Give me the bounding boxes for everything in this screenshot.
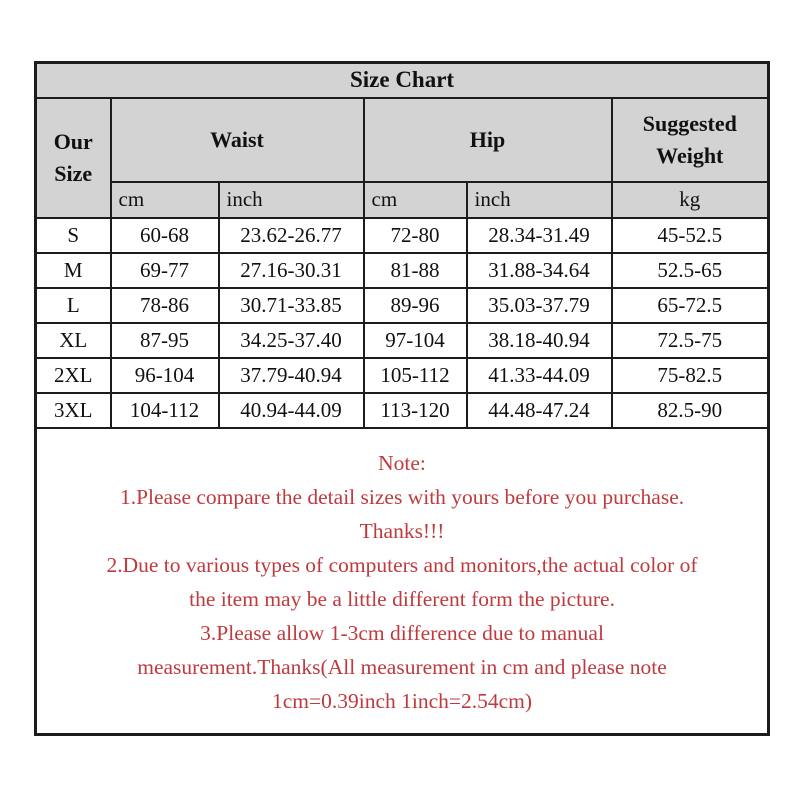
- cell-weight-kg: 65-72.5: [612, 288, 769, 323]
- unit-header-hip-cm: cm: [364, 182, 467, 218]
- cell-hip-inch: 35.03-37.79: [467, 288, 612, 323]
- note-line-6: 3.Please allow 1-3cm difference due to manual: [200, 620, 604, 645]
- cell-size: M: [36, 253, 111, 288]
- size-row-xl: [36, 323, 769, 358]
- cell-waist-cm: 78-86: [111, 288, 219, 323]
- size-chart-table: [34, 61, 770, 736]
- cell-waist-inch: 34.25-37.40: [219, 323, 364, 358]
- column-header-our-size: Our Size: [36, 98, 111, 218]
- note-row: [36, 428, 769, 735]
- size-row-3xl: [36, 393, 769, 428]
- cell-weight-kg: 82.5-90: [612, 393, 769, 428]
- size-rows: [36, 218, 769, 428]
- cell-weight-kg: 52.5-65: [612, 253, 769, 288]
- table-unit-header-row: [36, 182, 769, 218]
- cell-hip-inch: 38.18-40.94: [467, 323, 612, 358]
- cell-size: S: [36, 218, 111, 253]
- note-line-2: 1.Please compare the detail sizes with yours before you purchase.: [119, 484, 685, 509]
- note-line-3: Thanks!!!: [359, 518, 445, 543]
- size-row-m: [36, 253, 769, 288]
- note-line-5: the item may be a little different form the picture.: [189, 586, 615, 611]
- unit-header-hip-inch: inch: [467, 182, 612, 218]
- cell-hip-cm: 97-104: [364, 323, 467, 358]
- column-header-suggested-weight: Suggested Weight: [612, 98, 769, 182]
- cell-weight-kg: 45-52.5: [612, 218, 769, 253]
- cell-hip-inch: 44.48-47.24: [467, 393, 612, 428]
- cell-waist-inch: 27.16-30.31: [219, 253, 364, 288]
- cell-waist-cm: 60-68: [111, 218, 219, 253]
- unit-header-waist-inch: inch: [219, 182, 364, 218]
- column-header-waist: Waist: [111, 98, 364, 182]
- note-section: [36, 428, 769, 735]
- cell-hip-inch: 28.34-31.49: [467, 218, 612, 253]
- cell-waist-cm: 104-112: [111, 393, 219, 428]
- note-line-8: 1cm=0.39inch 1inch=2.54cm): [271, 688, 533, 713]
- cell-size: 3XL: [36, 393, 111, 428]
- cell-hip-inch: 31.88-34.64: [467, 253, 612, 288]
- size-row-2xl: [36, 358, 769, 393]
- cell-hip-cm: 72-80: [364, 218, 467, 253]
- cell-hip-cm: 105-112: [364, 358, 467, 393]
- cell-waist-cm: 96-104: [111, 358, 219, 393]
- cell-waist-cm: 69-77: [111, 253, 219, 288]
- note-line-1: Note:: [378, 450, 426, 475]
- column-header-hip: Hip: [364, 98, 612, 182]
- cell-hip-cm: 81-88: [364, 253, 467, 288]
- size-row-l: [36, 288, 769, 323]
- cell-hip-cm: 113-120: [364, 393, 467, 428]
- table-title-row: [36, 63, 769, 98]
- unit-header-weight-kg: kg: [612, 182, 769, 218]
- unit-header-waist-cm: cm: [111, 182, 219, 218]
- cell-weight-kg: 72.5-75: [612, 323, 769, 358]
- cell-waist-inch: 23.62-26.77: [219, 218, 364, 253]
- cell-hip-inch: 41.33-44.09: [467, 358, 612, 393]
- cell-waist-inch: 40.94-44.09: [219, 393, 364, 428]
- cell-size: XL: [36, 323, 111, 358]
- cell-hip-cm: 89-96: [364, 288, 467, 323]
- table-group-header-row: [36, 98, 769, 182]
- note-line-7: measurement.Thanks(All measurement in cm and please note: [137, 654, 667, 679]
- table-title: Size Chart: [36, 63, 769, 98]
- cell-size: L: [36, 288, 111, 323]
- note-line-4: 2.Due to various types of computers and monitors,the actual color of: [106, 552, 698, 577]
- cell-weight-kg: 75-82.5: [612, 358, 769, 393]
- cell-waist-cm: 87-95: [111, 323, 219, 358]
- size-row-s: [36, 218, 769, 253]
- cell-size: 2XL: [36, 358, 111, 393]
- cell-waist-inch: 30.71-33.85: [219, 288, 364, 323]
- cell-waist-inch: 37.79-40.94: [219, 358, 364, 393]
